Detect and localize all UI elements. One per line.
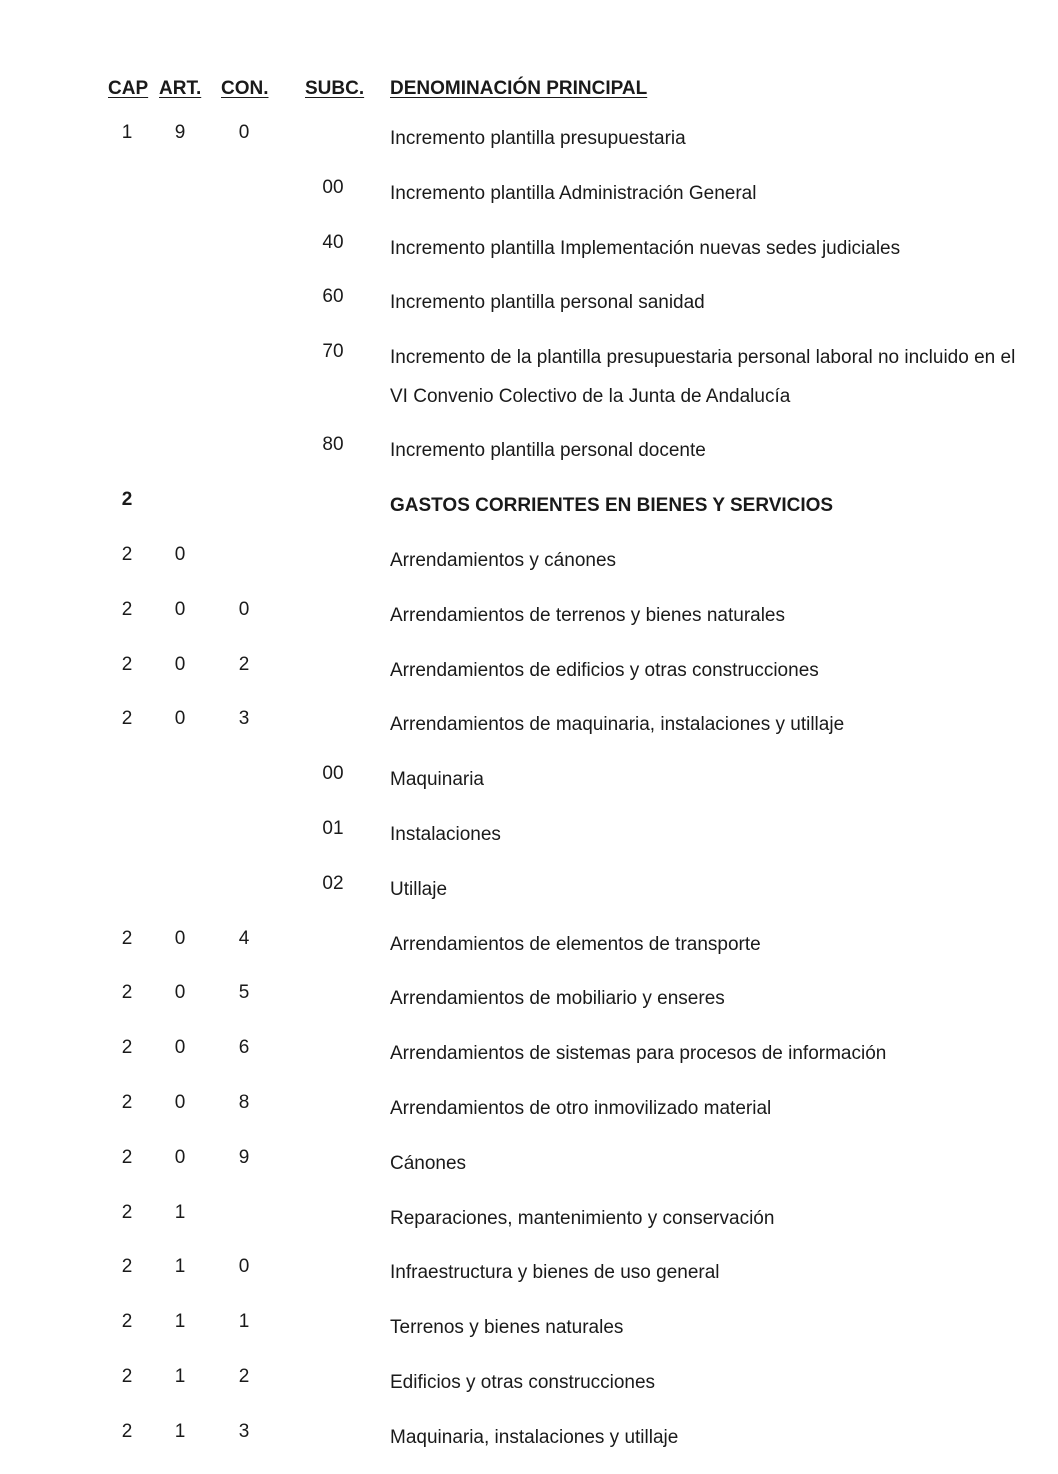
art-cell: 0 [174,982,186,1004]
art-cell: 1 [174,1256,186,1278]
denominacion-cell: Incremento plantilla personal sanidad [390,292,705,314]
con-cell: 9 [238,1146,250,1168]
art-cell: 1 [174,1311,186,1333]
denominacion-cell: Infraestructura y bienes de uso general [390,1262,720,1284]
con-cell: 2 [238,1366,250,1388]
art-cell: 0 [174,708,186,730]
denominacion-cell: Arrendamientos de edificios y otras construcciones [390,659,819,681]
con-cell: 8 [238,1092,250,1114]
table-row [0,980,1058,1019]
table-row [0,761,1058,800]
denominacion-cell: Incremento plantilla Implementación nuevas sedes judiciales [390,237,901,259]
art-cell: 0 [174,1146,186,1168]
denominacion-cell: Incremento plantilla presupuestaria [390,128,686,149]
art-cell: 0 [174,1092,186,1114]
art-cell: 1 [174,1366,186,1388]
denominacion-cell: Arrendamientos y cánones [390,550,617,572]
con-cell: 5 [238,982,250,1004]
denominacion-cell: Arrendamientos de maquinaria, instalaciones y utillaje [390,714,845,736]
denominacion-cell: Incremento plantilla Administración General [390,182,757,204]
denominacion-cell: GASTOS CORRIENTES EN BIENES Y SERVICIOS [390,495,834,517]
table-row [0,1035,1058,1074]
table-row [0,487,1058,526]
denominacion-cell: Arrendamientos de otro inmovilizado material [390,1098,772,1120]
art-cell: 0 [174,1037,186,1059]
cap-cell: 2 [121,544,133,566]
denominacion-cell: Arrendamientos de elementos de transporte [390,933,761,955]
header-subc: SUBC. [305,78,365,99]
denominacion-cell: Arrendamientos de sistemas para procesos de información [390,1043,887,1065]
table-row [0,175,1058,214]
denominacion-cell: Reparaciones, mantenimiento y conservación [390,1207,775,1229]
table-row [0,816,1058,855]
cap-cell: 1 [121,122,133,143]
con-cell: 4 [238,927,250,949]
denominacion-cell: Edificios y otras construcciones [390,1372,656,1394]
table-row [0,926,1058,965]
con-cell: 3 [238,1420,250,1442]
table-row [0,1309,1058,1348]
table-row [0,871,1058,910]
table-row [0,706,1058,745]
subc-cell: 01 [322,818,344,840]
subc-cell: 60 [322,286,344,308]
subc-cell: 70 [322,341,344,363]
table-header [0,78,1058,104]
table-row [0,230,1058,269]
cap-cell: 2 [121,982,133,1004]
con-cell: 2 [238,653,250,675]
con-cell: 6 [238,1037,250,1059]
denominacion-cell: Incremento plantilla personal docente [390,440,706,462]
denominacion-cell: Arrendamientos de mobiliario y enseres [390,988,725,1010]
table-row [0,652,1058,691]
art-cell: 1 [174,1201,186,1223]
cap-cell: 2 [121,489,133,511]
denominacion-cell: Cánones [390,1152,467,1174]
cap-cell: 2 [121,1366,133,1388]
art-cell: 0 [174,927,186,949]
denominacion-cell: Incremento de la plantilla presupuestaria personal laboral no incluido en el VI Convenio Colectivo de la Junta de Andalucía [390,347,1016,407]
subc-cell: 80 [322,434,344,456]
subc-cell: 00 [322,763,344,785]
table-row [0,1090,1058,1129]
con-cell: 3 [238,708,250,730]
cap-cell: 2 [121,598,133,620]
cap-cell: 2 [121,708,133,730]
cap-cell: 2 [121,1201,133,1223]
subc-cell: 02 [322,872,344,894]
con-cell: 0 [238,122,250,143]
art-cell: 9 [174,122,186,143]
table-row [0,1200,1058,1239]
header-denominacion: DENOMINACIÓN PRINCIPAL [390,78,648,99]
table-body [0,122,1058,1474]
table-row [0,1145,1058,1184]
con-cell: 0 [238,1256,250,1278]
con-cell: 1 [238,1311,250,1333]
denominacion-cell: Maquinaria [390,769,484,791]
table-row [0,1419,1058,1458]
table-row [0,432,1058,471]
cap-cell: 2 [121,927,133,949]
cap-cell: 2 [121,1420,133,1442]
denominacion-cell: Maquinaria, instalaciones y utillaje [390,1426,679,1448]
denominacion-cell: Utillaje [390,878,448,900]
denominacion-cell: Arrendamientos de terrenos y bienes naturales [390,604,786,626]
denominacion-cell: Instalaciones [390,824,501,846]
table-row [0,597,1058,636]
denominacion-cell: Terrenos y bienes naturales [390,1317,624,1339]
cap-cell: 2 [121,1256,133,1278]
art-cell: 0 [174,598,186,620]
table-row [0,339,1058,416]
con-cell: 0 [238,598,250,620]
table-row [0,542,1058,581]
art-cell: 0 [174,653,186,675]
header-con: CON. [221,78,269,99]
table-row [0,1364,1058,1403]
table-row [0,1254,1058,1293]
art-cell: 0 [174,544,186,566]
subc-cell: 00 [322,176,344,198]
cap-cell: 2 [121,1146,133,1168]
cap-cell: 2 [121,1311,133,1333]
header-art: ART. [159,78,202,99]
table-row [0,120,1058,159]
header-cap: CAP [108,78,149,99]
cap-cell: 2 [121,653,133,675]
subc-cell: 40 [322,231,344,253]
table-row [0,284,1058,323]
art-cell: 1 [174,1420,186,1442]
cap-cell: 2 [121,1037,133,1059]
cap-cell: 2 [121,1092,133,1114]
